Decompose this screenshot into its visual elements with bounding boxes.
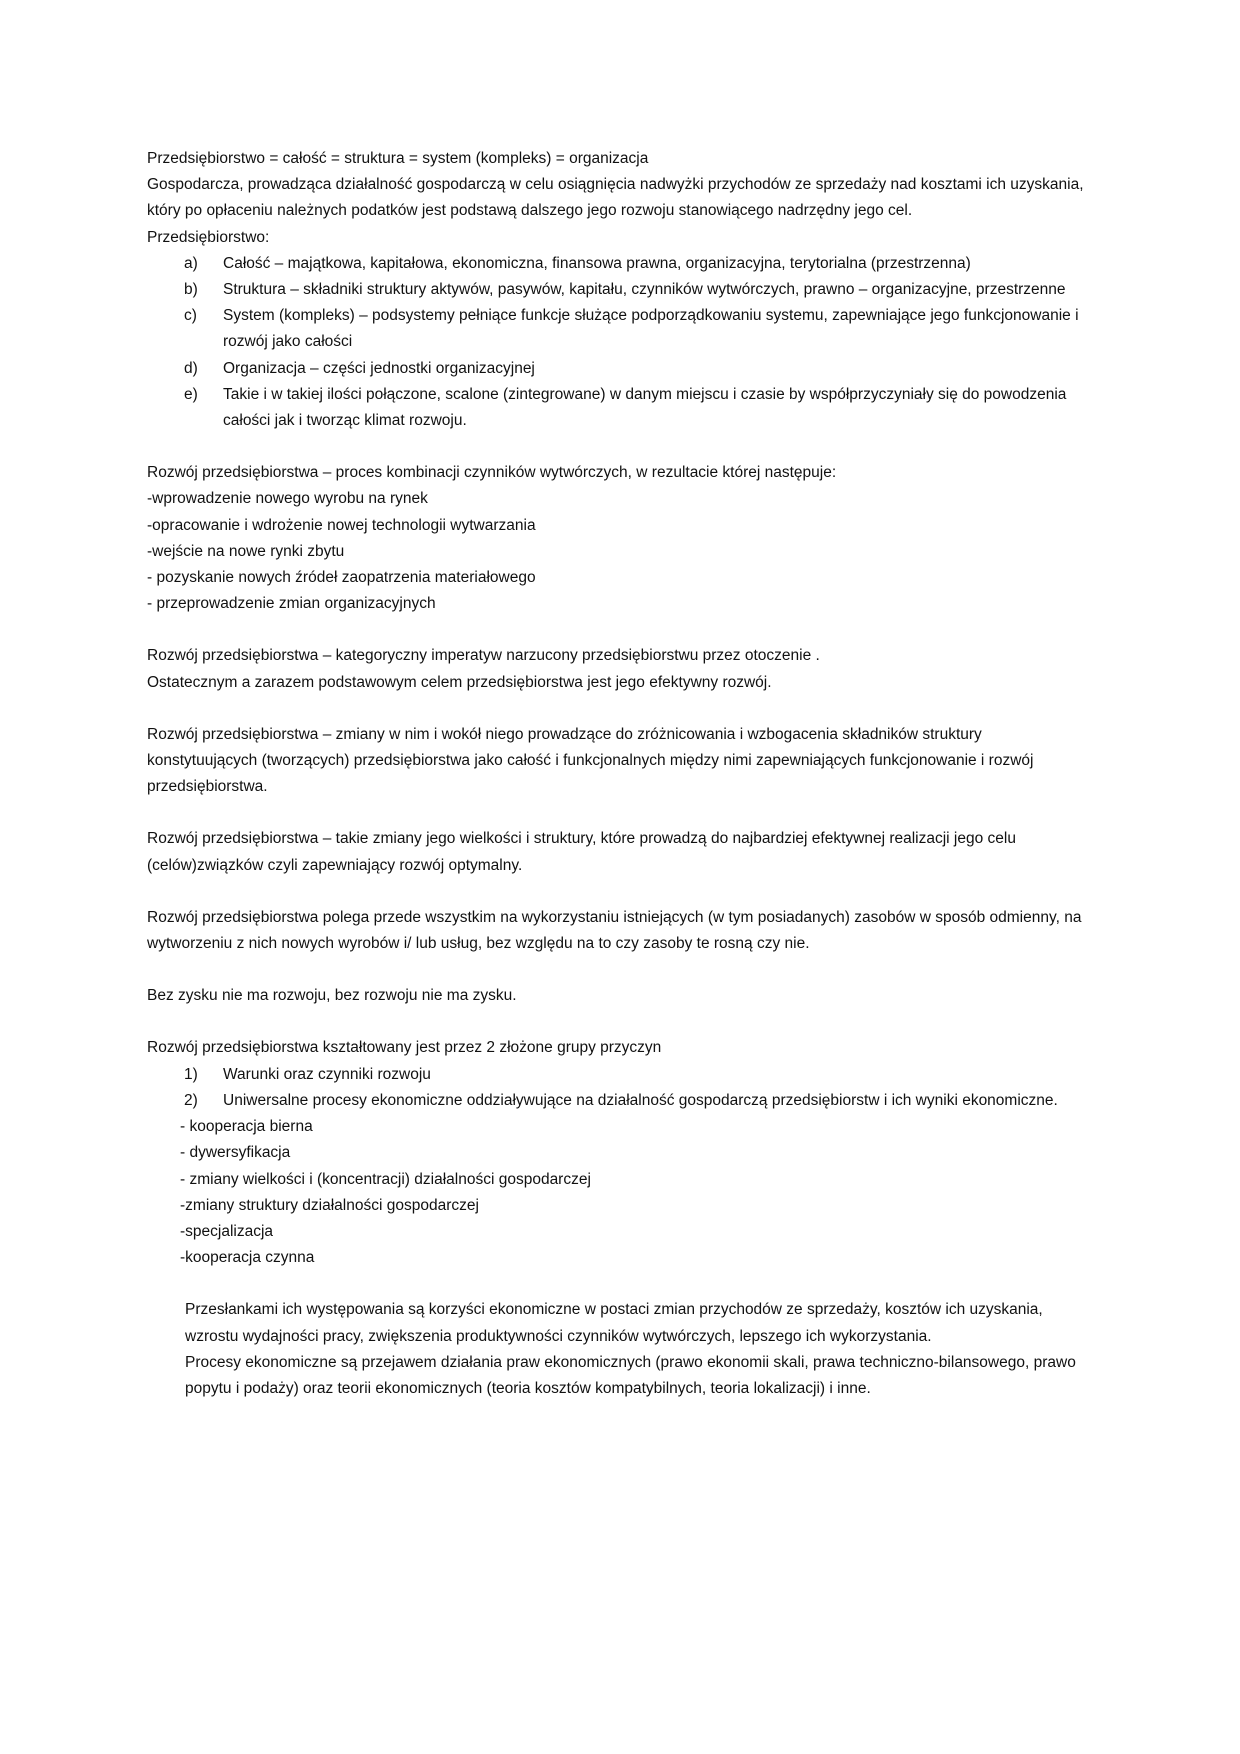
list-marker: c) [184, 307, 197, 325]
section-2-heading: Rozwój przedsiębiorstwa – proces kombinacji czynników wytwórczych, w rezultacie której następuje: [147, 464, 837, 482]
section-9-paragraph-2: Procesy ekonomiczne są przejawem działania praw ekonomicznych (prawo ekonomii skali, prawa techniczno-bilansowego, prawo popytu i podaży) oraz teorii ekonomicznych (teoria kosztów kompatybilnych, teoria lokalizacji) i inne. [185, 1353, 1076, 1397]
section-9-paragraph-1: Przesłankami ich występowania są korzyści ekonomiczne w postaci zmian przychodów ze sprzedaży, kosztów ich uzyskania, wzrostu wydajności pracy, zwiększenia produktywności czynników wytwórczych, lepszego ich wykorzystania. [185, 1301, 1043, 1345]
paragraph-gap [147, 617, 1092, 643]
section-3-line-2: Ostatecznym a zarazem podstawowym celem przedsiębiorstwa jest jego efektywny rozwój. [147, 673, 772, 691]
section-3-line-1: Rozwój przedsiębiorstwa – kategoryczny imperatyw narzucony przedsiębiorstwu przez otoczenie . [147, 647, 820, 665]
list-item [147, 251, 1092, 277]
list-item [147, 1088, 1092, 1114]
paragraph-gap [147, 1271, 1092, 1297]
sub-item: - kooperacja bierna [180, 1118, 313, 1136]
list-marker: 1) [184, 1065, 198, 1083]
bullet-item: -wprowadzenie nowego wyrobu na rynek [147, 490, 428, 508]
paragraph-gap [147, 957, 1092, 983]
list-marker: b) [184, 281, 198, 299]
section-7-paragraph: Bez zysku nie ma rozwoju, bez rozwoju nie ma zysku. [147, 987, 517, 1005]
list-item [147, 382, 1092, 434]
list-marker: e) [184, 385, 198, 403]
list-item-text: Takie i w takiej ilości połączone, scalone (zintegrowane) w danym miejscu i czasie by współprzyczyniały się do powodzenia całości jak i tworząc klimat rozwoju. [223, 385, 1067, 430]
bullet-item: -wejście na nowe rynki zbytu [147, 542, 345, 560]
list-item-text: Organizacja – części jednostki organizacyjnej [223, 359, 535, 377]
numbered-list [147, 1062, 1092, 1114]
alpha-list [147, 251, 1092, 434]
paragraph-gap [147, 1009, 1092, 1035]
list-item-text: Uniwersalne procesy ekonomiczne oddziaływujące na działalność gospodarczą przedsiębiorstw i ich wyniki ekonomiczne. [223, 1091, 1058, 1109]
list-item [147, 1062, 1092, 1088]
intro-line-1: Przedsiębiorstwo = całość = struktura = system (kompleks) = organizacja [147, 150, 649, 167]
section-6-paragraph: Rozwój przedsiębiorstwa polega przede wszystkim na wykorzystaniu istniejących (w tym posiadanych) zasobów w sposób odmienny, na wytworzeniu z nich nowych wyrobów i/ lub usług, bez względu na to czy zasoby te rosną czy nie. [147, 908, 1082, 953]
list-marker: a) [184, 254, 198, 272]
sub-item: -specjalizacja [180, 1222, 274, 1240]
list-marker: d) [184, 359, 198, 377]
list-item-text: Struktura – składniki struktury aktywów, pasywów, kapitału, czynników wytwórczych, prawno – organizacyjne, przestrzenne [223, 281, 1066, 299]
sub-item: - dywersyfikacja [180, 1144, 291, 1162]
list-item-text: Całość – majątkowa, kapitałowa, ekonomiczna, finansowa prawna, organizacyjna, terytorialna (przestrzenna) [223, 254, 971, 272]
list-item [147, 356, 1092, 382]
list-item-text: System (kompleks) – podsystemy pełniące funkcje służące podporządkowaniu systemu, zapewniające jego funkcjonowanie i rozwój jako całości [223, 307, 1079, 351]
paragraph-gap [147, 696, 1092, 722]
section-8-heading: Rozwój przedsiębiorstwa kształtowany jest przez 2 złożone grupy przyczyn [147, 1039, 662, 1057]
section-5-paragraph: Rozwój przedsiębiorstwa – takie zmiany jego wielkości i struktury, które prowadzą do najbardziej efektywnej realizacji jego celu (celów)związków czyli zapewniający rozwój optymalny. [147, 830, 1016, 874]
sub-item: -zmiany struktury działalności gospodarczej [180, 1196, 479, 1214]
list-item [147, 303, 1092, 355]
paragraph-gap [147, 800, 1092, 826]
bullet-item: -opracowanie i wdrożenie nowej technologii wytwarzania [147, 516, 536, 534]
intro-list-heading: Przedsiębiorstwo: [147, 228, 270, 246]
sub-item: -kooperacja czynna [180, 1249, 315, 1267]
paragraph-gap [147, 434, 1092, 460]
bullet-item: - pozyskanie nowych źródeł zaopatrzenia materiałowego [147, 569, 536, 587]
bullet-item: - przeprowadzenie zmian organizacyjnych [147, 595, 436, 613]
intro-definition: Gospodarcza, prowadząca działalność gospodarczą w celu osiągnięcia nadwyżki przychodów ze sprzedaży nad kosztami ich uzyskania, który po opłaceniu należnych podatków jest podstawą dalszego jego rozwoju stanowiącego nadrzędny jego cel. [147, 176, 1084, 220]
list-item-text: Warunki oraz czynniki rozwoju [223, 1065, 431, 1083]
document-body [147, 146, 1092, 1402]
list-marker: 2) [184, 1091, 198, 1109]
section-4-paragraph: Rozwój przedsiębiorstwa – zmiany w nim i wokół niego prowadzące do zróżnicowania i wzbogacenia składników struktury konstytuujących (tworzących) przedsiębiorstwa jako całość i funkcjonalnych między nimi zapewniających funkcjonowanie i rozwój przedsiębiorstwa. [147, 725, 1034, 796]
paragraph-gap [147, 879, 1092, 905]
sub-item: - zmiany wielkości i (koncentracji) działalności gospodarczej [180, 1170, 591, 1188]
list-item [147, 277, 1092, 303]
